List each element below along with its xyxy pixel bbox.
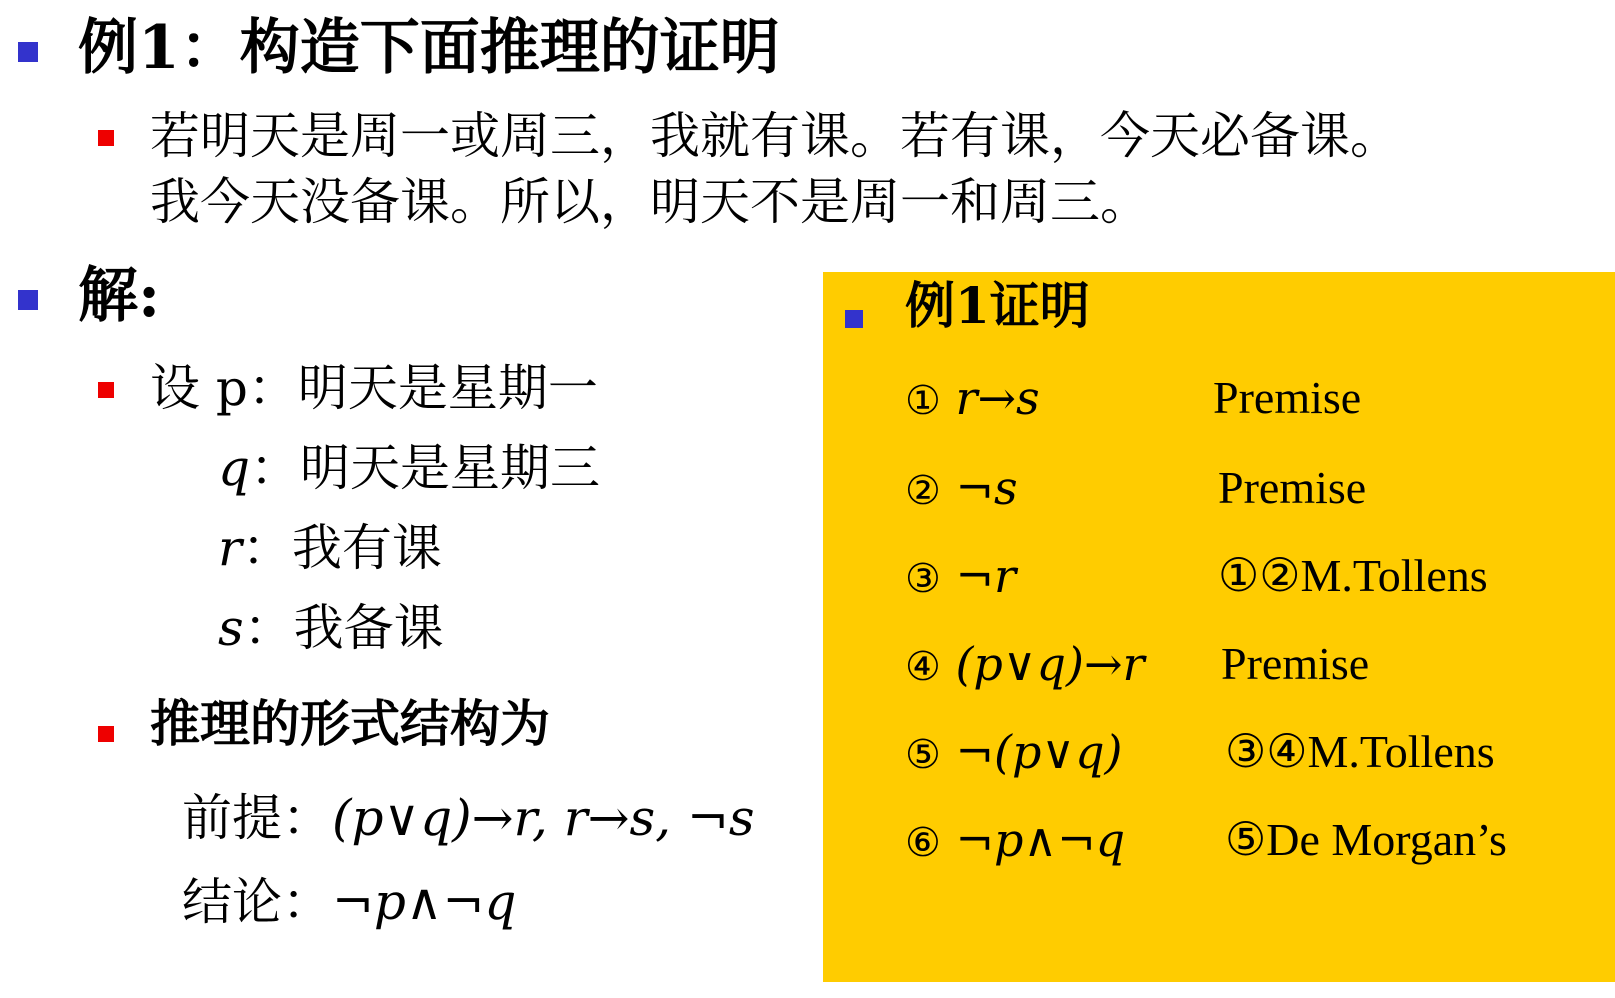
proof-step-6 bbox=[905, 812, 1125, 871]
define-lead: 设 bbox=[150, 359, 200, 417]
var-text-s: 我备课 bbox=[293, 599, 444, 657]
bullet-problem bbox=[98, 130, 114, 146]
step-justification-1: Premise bbox=[1213, 372, 1362, 423]
step-number-6: ⑥ bbox=[905, 820, 941, 866]
bullet-definitions bbox=[98, 382, 114, 398]
bullet-solution bbox=[18, 290, 38, 310]
var-symbol-q: q bbox=[218, 439, 251, 497]
proof-box bbox=[823, 272, 1615, 982]
step-formula-1: r→s bbox=[955, 371, 1040, 425]
bullet-form bbox=[98, 726, 114, 742]
var-text-q: 明天是星期三 bbox=[300, 439, 601, 497]
proof-step-1 bbox=[905, 370, 1040, 429]
step-number-5: ⑤ bbox=[905, 732, 941, 778]
problem-line-1: 若明天是周一或周三，我就有课。若有课，今天必备课。 bbox=[150, 107, 1400, 165]
conclusion-label: 结论： bbox=[182, 873, 332, 931]
var-symbol-p: p bbox=[215, 359, 248, 417]
var-sep-r: ： bbox=[241, 519, 292, 577]
proof-step-5 bbox=[905, 724, 1122, 783]
step-formula-3: ¬r bbox=[955, 549, 1017, 603]
step-justification-3: ①②M.Tollens bbox=[1218, 550, 1488, 601]
definition-q bbox=[218, 436, 600, 500]
proof-title: 例1证明 bbox=[905, 276, 1090, 335]
step-justification-6: ⑤De Morgan’s bbox=[1225, 814, 1507, 865]
step-number-2: ② bbox=[905, 468, 941, 514]
var-sep-p: ： bbox=[247, 359, 298, 417]
step-justification-2: Premise bbox=[1218, 462, 1367, 513]
bullet-title bbox=[18, 42, 38, 62]
var-sep-s: ： bbox=[243, 599, 294, 657]
form-heading: 推理的形式结构为 bbox=[150, 694, 550, 753]
step-number-3: ③ bbox=[905, 556, 941, 602]
var-symbol-s: s bbox=[218, 599, 244, 657]
step-justification-5: ③④M.Tollens bbox=[1225, 726, 1495, 777]
bullet-proof-title bbox=[845, 310, 863, 328]
var-text-p: 明天是星期一 bbox=[297, 359, 598, 417]
definition-p bbox=[150, 356, 598, 420]
proof-step-2 bbox=[905, 460, 1018, 519]
var-sep-q: ： bbox=[250, 439, 301, 497]
step-number-4: ④ bbox=[905, 644, 941, 690]
step-formula-5: ¬(p∨q) bbox=[955, 725, 1123, 779]
page-title: 例1：构造下面推理的证明 bbox=[78, 13, 780, 83]
step-formula-2: ¬s bbox=[955, 461, 1018, 515]
var-symbol-r: r bbox=[218, 519, 242, 577]
proof-step-3 bbox=[905, 548, 1016, 607]
definition-r bbox=[218, 516, 442, 580]
definition-s bbox=[218, 596, 444, 660]
var-text-r: 我有课 bbox=[291, 519, 442, 577]
premise-label: 前提： bbox=[182, 789, 332, 847]
premise-expression: (p∨q)→r, r→s, ¬s bbox=[332, 789, 755, 847]
step-formula-4: (p∨q)→r bbox=[955, 637, 1145, 691]
proof-step-4 bbox=[905, 636, 1144, 695]
conclusion-line bbox=[182, 870, 516, 934]
step-number-1: ① bbox=[905, 378, 941, 424]
problem-line-2: 我今天没备课。所以，明天不是周一和周三。 bbox=[150, 173, 1150, 231]
step-formula-6: ¬p∧¬q bbox=[955, 813, 1126, 867]
premise-line bbox=[182, 786, 755, 850]
step-justification-4: Premise bbox=[1221, 638, 1370, 689]
solution-heading: 解: bbox=[78, 261, 161, 331]
conclusion-expression: ¬p∧¬q bbox=[332, 873, 517, 931]
